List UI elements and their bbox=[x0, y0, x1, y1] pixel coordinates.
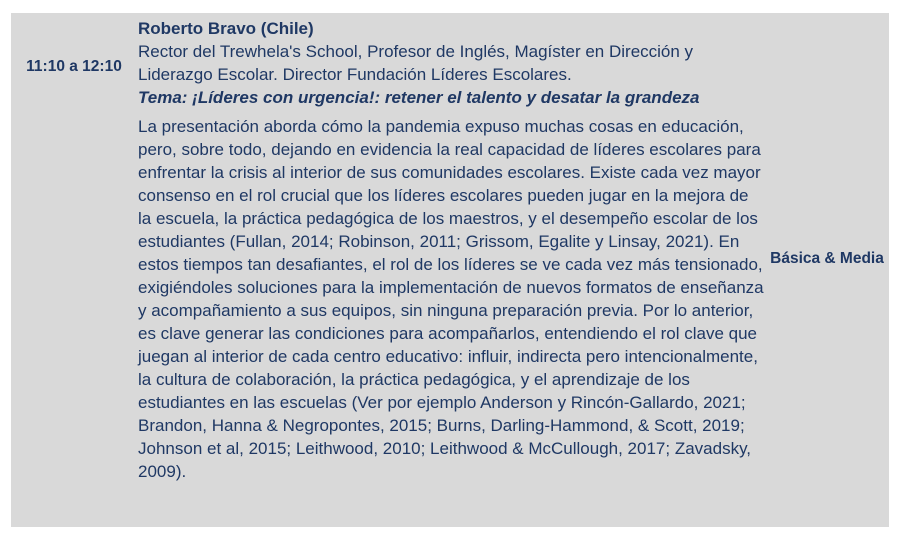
speaker-name: Roberto Bravo (Chile) bbox=[138, 19, 314, 38]
session-row bbox=[11, 13, 889, 527]
session-time: 11:10 a 12:10 bbox=[26, 58, 122, 75]
session-content bbox=[138, 17, 766, 483]
session-topic: Tema: ¡Líderes con urgencia!: retener el talento y desatar la grandeza bbox=[138, 88, 700, 107]
session-abstract: La presentación aborda cómo la pandemia expuso muchas cosas en educación, pero, sobre todo, dejando en evidencia la real capacidad de líderes escolares para enfrentar la crisis al interior de sus comunidades escolares. Existe cada vez mayor consenso en el rol crucial que los líderes escolares pueden jugar en la mejora de la escuela, la práctica pedagógica de los maestros, y el desempeño escolar de los estudiantes (Fullan, 2014; Robinson, 2011; Grissom, Egalite y Linsay, 2021). En estos tiempos tan desafiantes, el rol de los líderes se ve cada vez más tensionado, exigiéndoles soluciones para la implementación de nuevos formatos de enseñanza y acompañamiento a sus equipos, sin ninguna preparación previa. Por lo anterior, es clave generar las condiciones para acompañarlos, entendiendo el rol clave que juegan al interior de cada centro educativo: influir, indirecta pero intencionalmente, la cultura de colaboración, la práctica pedagógica, y el aprendizaje de los estudiantes en las escuelas (Ver por ejemplo Anderson y Rincón-Gallardo, 2021; Brandon, Hanna & Negropontes, 2015; Burns, Darling-Hammond, & Scott, 2019; Johnson et al, 2015; Leithwood, 2010; Leithwood & McCullough, 2017; Zavadsky, 2009). bbox=[138, 117, 764, 481]
speaker-role: Rector del Trewhela's School, Profesor de Inglés, Magíster en Dirección y Liderazgo Escolar. Director Fundación Líderes Escolares. bbox=[138, 42, 694, 84]
audience-level: Básica & Media bbox=[770, 250, 884, 267]
